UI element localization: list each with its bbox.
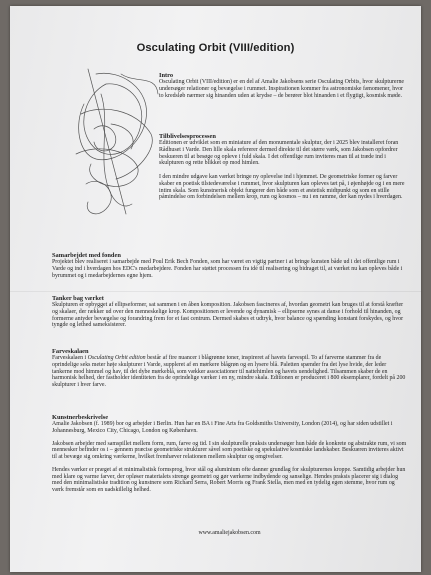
document-sheet xyxy=(10,6,421,572)
kunstner-text-1: Amalie Jakobsen (f. 1989) bor og arbejder i Berlin. Hun har en BA i Fine Arts fra Goldsmiths University, London (2014), og har siden udstillet i Johannesburg, Mexico City, Chicago, London og København. xyxy=(52,421,393,434)
farveskala-text xyxy=(52,355,407,389)
tanker-heading: Tanker bag værket xyxy=(52,295,104,302)
tanker-text: Skulpturen er opbygget af ellipseformer, sat sammen i en åben komposition. Jakobsen fascineres af, hvordan geometri kan bruges til at forstå kræfter og skalaer, der rækker ud over den menneskelige krop. Kompositionen er levende og dynamisk – ellipserne synes at danse i forhold til hinanden, og formerne antyder bevægelse og forandring frem for et fast centrum. Dermed skabes et udtryk, hvor balance og spænding konstant forskydes, og hvor tyngde og lethed sameksisterer. xyxy=(52,302,404,329)
section-samarbejde xyxy=(52,252,407,279)
paper-fold xyxy=(10,291,421,292)
website-link[interactable]: www.amaliejakobsen.com xyxy=(198,530,261,536)
section-tilblivelse xyxy=(159,133,407,201)
intro-text: Osculating Orbit (VIII/edition) er en del af Amalie Jakobsens serie Osculating Orbits, hvor skulpturerne undersøger relationer og bevægelse i rummet. Inspirationen kommer fra astronomiske fænomener, hvor to kredsløb nærmer sig hinanden uden at krydse – de berører blot hinanden i et flygtigt, kosmisk møde. xyxy=(159,79,405,99)
kunstner-text-3: Hendes værker er præget af et minimalistisk formsprog, hvor stål og aluminium ofte danner grundlag for skulpturernes kroppe. Samtidig arbejder hun med klare og varme farver, der opløser materialets strenge geometri og gør værkerne indbydende og sanselige. Hendes praksis placerer sig i dialog med den minimalistiske tradition og kunstnere som Richard Serra, Robert Morris og Frank Stella, men med en tydelig egen stemme, hvor rum og værk fremstår som en uadskillelig helhed. xyxy=(52,466,406,494)
samarbejde-heading: Samarbejdet med fonden xyxy=(52,252,121,259)
kunstner-text-2: Jakobsen arbejder med samspillet mellem form, rum, farve og tid. I sin skulpturelle praksis undersøger hun både de konkrete og abstrakte rum, vi som mennesker befinder os i – gennem præcise geometriske strukturer såvel som poetiske og spekulative kosmiske landskaber. Beskueren inviteres aktivt til at bevæge sig omkring værkerne, hvilket fremhæver relationen mellem skulptur og omgivelser. xyxy=(52,440,407,461)
kunstner-heading: Kunstnerbeskrivelse xyxy=(52,414,109,421)
section-farveskala xyxy=(52,348,407,389)
tilblivelse-heading: Tilblivelsesprocessen xyxy=(159,133,216,140)
farveskala-text-em: Osculating Orbit edition xyxy=(87,355,146,362)
document-title: Osculating Orbit (VIII/edition) xyxy=(136,42,295,54)
tilblivelse-text-2: I den mindre udgave kan værket bringe ny oplevelse ind i hjemmet. De geometriske former og farver skaber en poetisk tilstedeværelse i rummet, hvor skulpturen kan opleves tæt på, i øjenhøjde og i en mere intim skala. Som kunstnerisk objekt fungerer den både som et æstetisk midtpunkt og som en stille påmindelse om forbindelsen mellem krop, rum og kosmos – nu i en ramme, der kan nydes i hverdagen. xyxy=(159,174,405,201)
samarbejde-text: Projektet blev realiseret i samarbejde med Poul Erik Bech Fonden, som har været en vigtig partner i at bringe kunsten både ud i det offentlige rum i Varde og ind i hverdagen hos EDC's medarbejdere. Fonden har støttet processen fra idé til realisering og bidraget til, at værket nu kan opleves både i byrummet og i medarbejdernes egne hjem. xyxy=(52,259,403,279)
section-intro xyxy=(159,72,407,99)
farveskala-heading: Farveskalaen xyxy=(52,348,89,355)
section-tanker xyxy=(52,295,407,329)
signature-scribble-icon xyxy=(66,64,162,224)
farveskala-text-post: består af fire nuancer i blågrønne toner, inspireret af havets farvespil. To af farverne stammer fra de oprindelige seks meter høje skulpturer i Varde, suppleret af en mørkere blågrøn og en lysere blå. Paletten spænder fra det lyse hvide, der leder tankerne mod himmel og hav, til det dybe mørkeblå, som vækker associationer til nattehimlen og havets uendelighed. Tilsammen skaber de en harmonisk helhed, der fastholder identiteten fra de oprindelige værker i en ny, mindre skala. Editionen er produceret i 800 eksemplarer, fordelt på 200 skulpturer i hver farve. xyxy=(52,355,406,389)
farveskala-text-pre: Farveskalaen i xyxy=(52,355,88,362)
tilblivelse-text-1: Editionen er udviklet som en miniature af den monumentale skulptur, der i 2025 blev installeret foran Rådhuset i Varde. Den lille skala refererer dermed direkte til det større værk, som Jakobsen opfordrer beskueren til at besøge og opleve i fuld skala. I det offentlige rum inviteres man til at træde ind i skulpturen og rette blikket op mod himlen. xyxy=(159,140,399,167)
section-kunstner xyxy=(52,414,407,494)
intro-heading: Intro xyxy=(159,72,174,79)
